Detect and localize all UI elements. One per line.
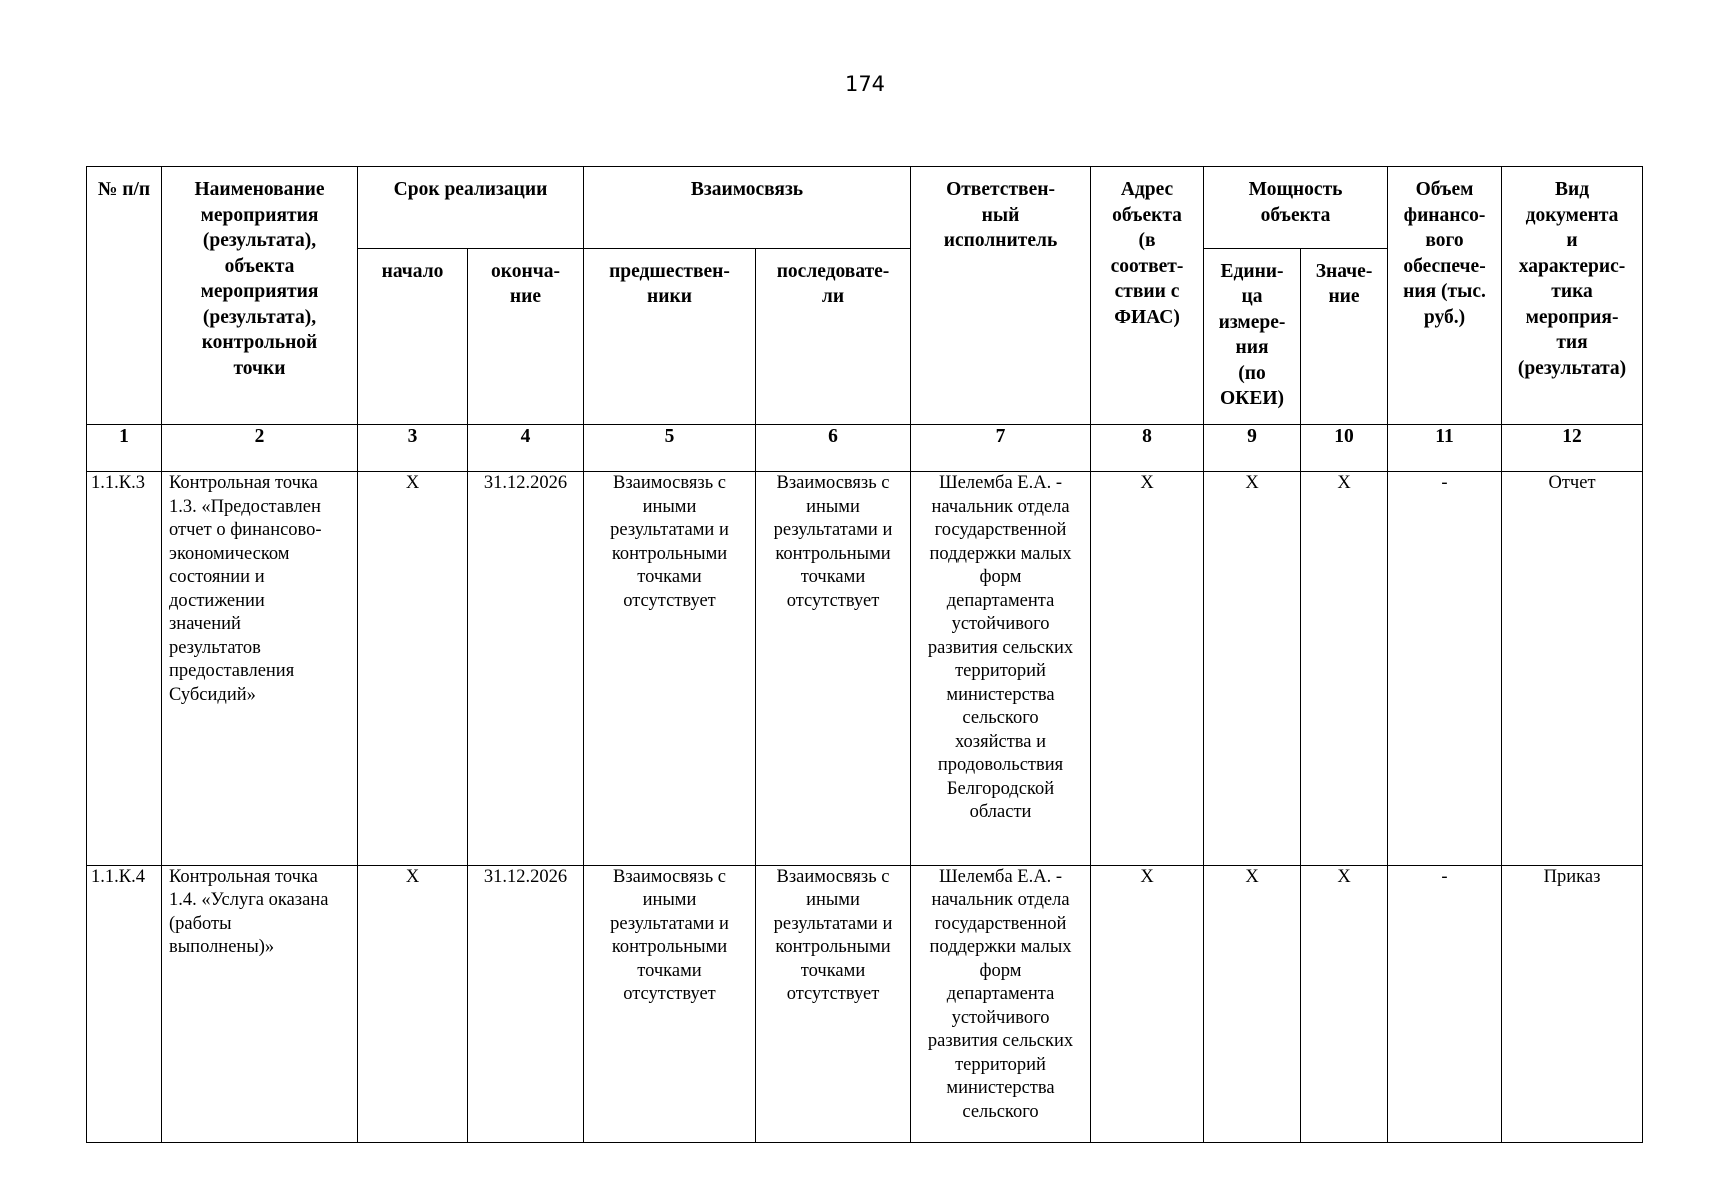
table-row bbox=[87, 472, 1643, 866]
column-number: 6 bbox=[756, 424, 911, 471]
row-unit: Х bbox=[1204, 865, 1301, 1142]
column-number: 7 bbox=[911, 424, 1091, 471]
column-number: 10 bbox=[1301, 424, 1388, 471]
header-name: Наименование мероприятия (результата), объекта мероприятия (результата), контрольной точки bbox=[162, 167, 358, 425]
row-address: Х bbox=[1091, 865, 1204, 1142]
row-name: Контрольная точка 1.3. «Предоставлен отчет о финансово- экономическом состоянии и достижении значений результатов предоставления Субсидий» bbox=[162, 472, 358, 866]
row-predecessors: Взаимосвязь с иными результатами и контрольными точками отсутствует bbox=[584, 865, 756, 1142]
column-number: 11 bbox=[1388, 424, 1502, 471]
row-unit: Х bbox=[1204, 472, 1301, 866]
header-term-end: оконча- ние bbox=[468, 248, 584, 424]
row-responsible: Шелемба Е.А. - начальник отдела государственной поддержки малых форм департамента устойчивого развития сельских территорий министерства сельского хозяйства и продовольствия Белгородской области bbox=[911, 472, 1091, 866]
column-number: 5 bbox=[584, 424, 756, 471]
row-value: Х bbox=[1301, 472, 1388, 866]
row-successors: Взаимосвязь с иными результатами и контрольными точками отсутствует bbox=[756, 865, 911, 1142]
header-no: № п/п bbox=[87, 167, 162, 425]
row-start: Х bbox=[358, 865, 468, 1142]
column-number: 9 bbox=[1204, 424, 1301, 471]
row-document: Приказ bbox=[1502, 865, 1643, 1142]
header-address: Адрес объекта (в соответ- ствии с ФИАС) bbox=[1091, 167, 1204, 425]
row-address: Х bbox=[1091, 472, 1204, 866]
row-value: Х bbox=[1301, 865, 1388, 1142]
row-predecessors: Взаимосвязь с иными результатами и контрольными точками отсутствует bbox=[584, 472, 756, 866]
header-document: Вид документа и характерис- тика мероприя- тия (результата) bbox=[1502, 167, 1643, 425]
row-number: 1.1.К.3 bbox=[87, 472, 162, 866]
row-end: 31.12.2026 bbox=[468, 472, 584, 866]
header-term-start: начало bbox=[358, 248, 468, 424]
row-name: Контрольная точка 1.4. «Услуга оказана (работы выполнены)» bbox=[162, 865, 358, 1142]
header-responsible: Ответствен- ный исполнитель bbox=[911, 167, 1091, 425]
header-capacity: Мощность объекта bbox=[1204, 167, 1388, 249]
column-number: 2 bbox=[162, 424, 358, 471]
column-number: 3 bbox=[358, 424, 468, 471]
row-responsible: Шелемба Е.А. - начальник отдела государственной поддержки малых форм департамента устойчивого развития сельских территорий министерства сельского bbox=[911, 865, 1091, 1142]
column-number: 8 bbox=[1091, 424, 1204, 471]
header-capacity-value: Значе- ние bbox=[1301, 248, 1388, 424]
column-number: 1 bbox=[87, 424, 162, 471]
header-link: Взаимосвязь bbox=[584, 167, 911, 249]
header-link-prev: предшествен- ники bbox=[584, 248, 756, 424]
header-funding: Объем финансо- вого обеспече- ния (тыс. руб.) bbox=[1388, 167, 1502, 425]
row-number: 1.1.К.4 bbox=[87, 865, 162, 1142]
column-number: 4 bbox=[468, 424, 584, 471]
row-funding: - bbox=[1388, 865, 1502, 1142]
row-document: Отчет bbox=[1502, 472, 1643, 866]
column-number: 12 bbox=[1502, 424, 1643, 471]
row-start: Х bbox=[358, 472, 468, 866]
header-term: Срок реализации bbox=[358, 167, 584, 249]
header-link-next: последовате- ли bbox=[756, 248, 911, 424]
header-capacity-unit: Едини- ца измере- ния (по ОКЕИ) bbox=[1204, 248, 1301, 424]
header-row bbox=[87, 167, 1643, 249]
table-row bbox=[87, 865, 1643, 1142]
row-end: 31.12.2026 bbox=[468, 865, 584, 1142]
implementation-plan-table bbox=[86, 166, 1643, 1143]
page-number: 174 bbox=[844, 72, 886, 96]
row-successors: Взаимосвязь с иными результатами и контрольными точками отсутствует bbox=[756, 472, 911, 866]
column-number-row bbox=[87, 424, 1643, 471]
row-funding: - bbox=[1388, 472, 1502, 866]
